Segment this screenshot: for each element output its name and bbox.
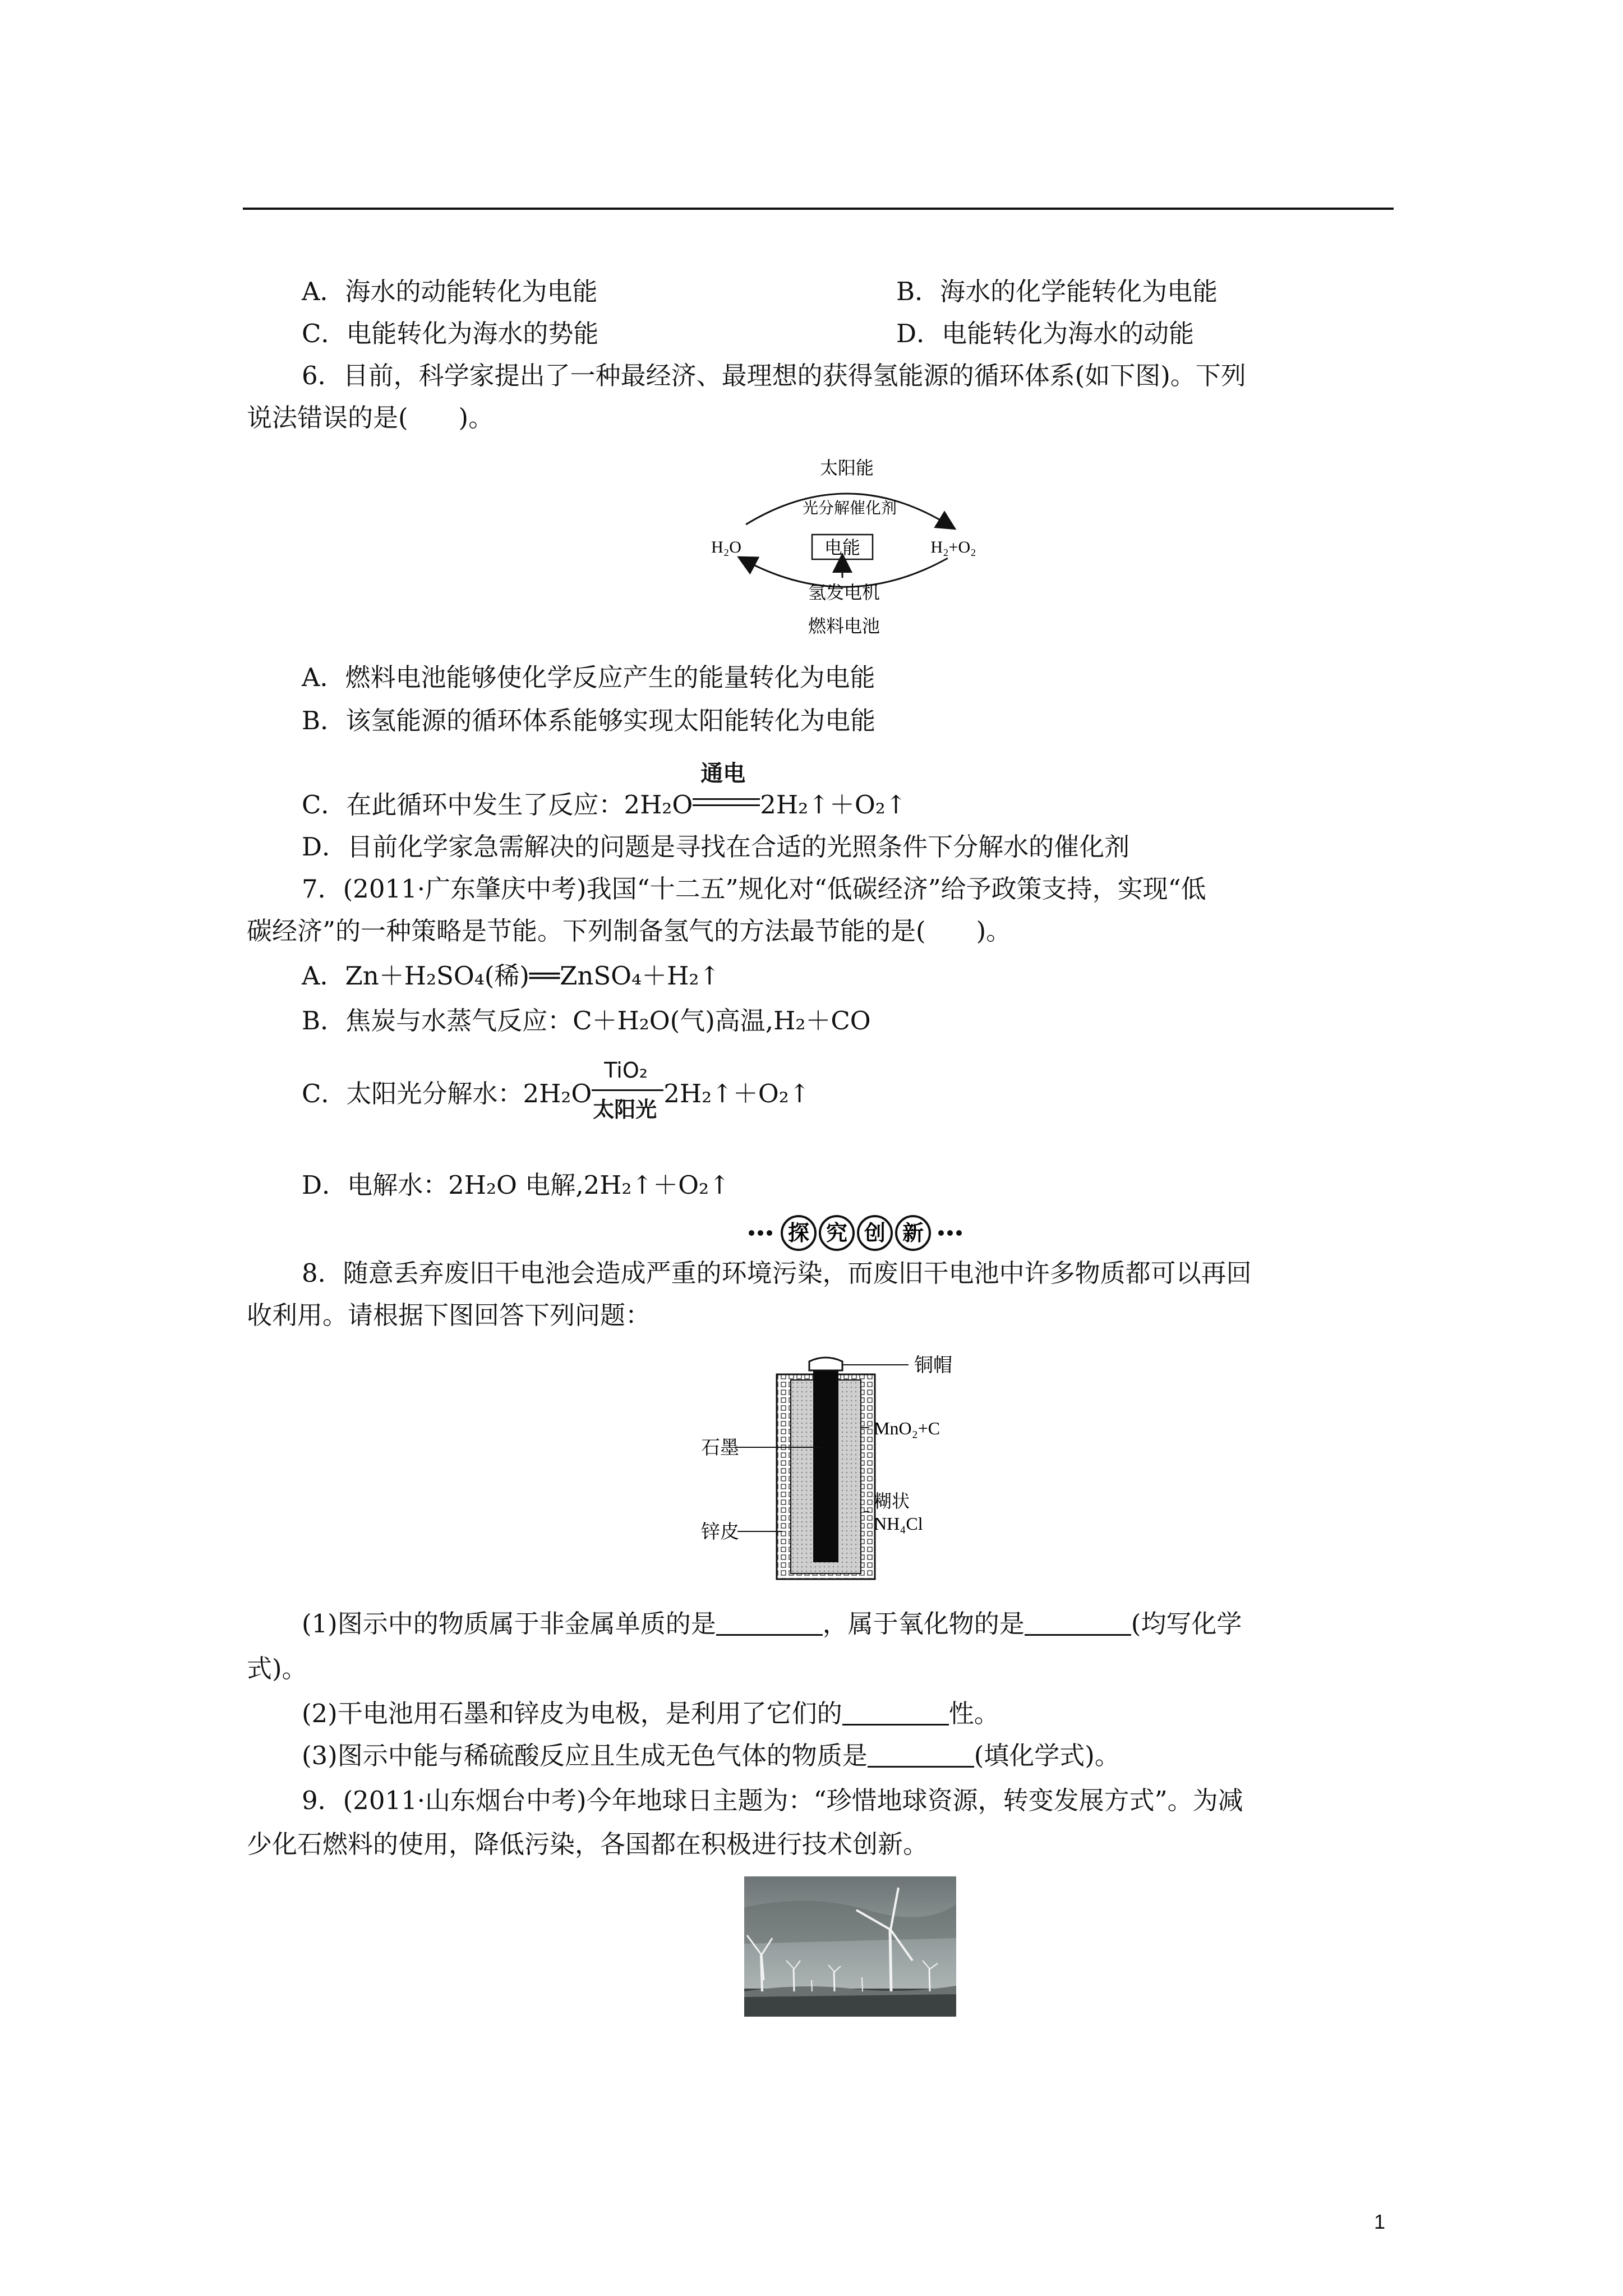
q5-option-d: D．电能转化为海水的动能	[896, 319, 1195, 348]
page-number: 1	[1374, 2210, 1386, 2233]
banner-char-2: 究	[826, 1221, 848, 1245]
banner-char-3: 创	[864, 1221, 886, 1245]
q8-sub2-text-a: (2)干电池用石墨和锌皮为电极，是利用了它们的	[302, 1699, 842, 1728]
q6-stem-line2: 说法错误的是( )。	[247, 403, 494, 432]
banner-char-4: 新	[902, 1221, 924, 1245]
q6-option-b: B．该氢能源的循环体系能够实现太阳能转化为电能	[302, 706, 876, 735]
label-paste-2: NH₄Cl	[874, 1513, 923, 1534]
q5-option-c: C．电能转化为海水的势能	[302, 319, 599, 348]
q8-sub1-text-c: (均写化学	[1131, 1609, 1242, 1639]
q8-sub1-text-b: ，属于氧化物的是	[822, 1609, 1025, 1639]
q7-option-c-left: 2H₂O	[523, 1079, 592, 1108]
q8-stem-line1: 8．随意丢弃废旧干电池会造成严重的环境污染，而废旧干电池中许多物质都可以再回	[302, 1258, 1252, 1288]
q7-stem-line2: 碳经济”的一种策略是节能。下列制备氢气的方法最节能的是( )。	[247, 916, 1012, 946]
q8-sub2-blank[interactable]	[842, 1699, 949, 1726]
q8-sub3-blank[interactable]	[868, 1741, 974, 1768]
diagram-top-arrow-label: 光分解催化剂	[802, 499, 897, 517]
diagram-right-label: H₂+O₂	[930, 538, 976, 556]
q7-option-c-top: TiO₂	[604, 1058, 648, 1083]
label-zinc: 锌皮	[701, 1521, 739, 1543]
q8-sub3-text-b: (填化学式)。	[974, 1741, 1120, 1770]
q8-sub3	[302, 1739, 1120, 1773]
header-rule	[243, 208, 1394, 210]
q7-option-c-condition-sign	[592, 1058, 663, 1122]
q8-sub1-text-a: (1)图示中的物质属于非金属单质的是	[302, 1609, 716, 1639]
hydrogen-cycle-diagram	[707, 452, 998, 645]
q9-stem-line1: 9．(2011·山东烟台中考)今年地球日主题为：“珍惜地球资源，转变发展方式”。为减	[302, 1786, 1243, 1815]
q8-stem-line2: 收利用。请根据下图回答下列问题：	[247, 1300, 651, 1330]
q5-option-b: B．海水的化学能转化为电能	[896, 277, 1218, 306]
wind-turbines-photo	[744, 1876, 956, 2017]
section-banner-explore-innovate	[746, 1213, 965, 1253]
label-paste-1: 糊状	[874, 1490, 910, 1512]
q7-option-c-line	[592, 1089, 663, 1091]
copper-cap	[809, 1358, 842, 1370]
q6-option-c-prefix: C．在此循环中发生了反应：	[302, 790, 624, 820]
q7-option-b: B．焦炭与水蒸气反应：C＋H₂O(气)高温,H₂＋CO	[302, 1006, 871, 1036]
q7-option-c-right: 2H₂↑＋O₂↑	[663, 1079, 810, 1108]
q5-option-a: A．海水的动能转化为电能	[302, 277, 598, 306]
banner-char-1: 探	[787, 1221, 810, 1245]
dry-cell-battery-diagram	[701, 1349, 1015, 1585]
q8-sub2	[302, 1697, 999, 1731]
q7-option-d: D．电解水：2H₂O 电解,2H₂↑＋O₂↑	[302, 1170, 730, 1200]
q9-stem-line2: 少化石燃料的使用，降低污染，各国都在积极进行技术创新。	[247, 1829, 929, 1859]
diagram-bottom-arrow-label: 氢发电机	[808, 582, 880, 603]
diagram-bottom-label: 燃料电池	[808, 615, 880, 637]
label-graphite: 石墨	[701, 1437, 739, 1459]
q8-sub1-blank-1[interactable]	[716, 1609, 823, 1636]
q6-option-a: A．燃料电池能够使化学反应产生的能量转化为电能	[302, 662, 875, 692]
diagram-center-label: 电能	[824, 537, 861, 558]
q8-sub1-blank-2[interactable]	[1025, 1609, 1131, 1636]
q7-option-a: A．Zn＋H₂SO₄(稀)══ZnSO₄＋H₂↑	[302, 961, 721, 991]
q6-option-c-equation-sign	[693, 761, 760, 822]
q7-option-c	[302, 1058, 810, 1122]
diagram-top-label: 太阳能	[819, 457, 874, 478]
q6-option-c-left: 2H₂O	[624, 790, 693, 820]
graphite-rod	[813, 1366, 838, 1562]
q6-option-c-double-line	[693, 798, 760, 806]
q8-sub1-cont: 式)。	[247, 1654, 307, 1683]
diagram-left-label: H₂O	[711, 538, 741, 556]
q7-option-c-bottom: 太阳光	[593, 1097, 657, 1122]
q8-sub3-text-a: (3)图示中能与稀硫酸反应且生成无色气体的物质是	[302, 1741, 868, 1770]
q6-option-c	[302, 761, 907, 822]
label-copper-cap: 铜帽	[914, 1354, 952, 1377]
q8-sub1	[302, 1607, 1242, 1641]
q6-option-d: D．目前化学家急需解决的问题是寻找在合适的光照条件下分解水的催化剂	[302, 832, 1130, 862]
q6-stem-line1: 6．目前，科学家提出了一种最经济、最理想的获得氢能源的循环体系(如下图)。下列	[302, 361, 1246, 390]
q8-sub2-text-b: 性。	[948, 1699, 999, 1728]
q6-option-c-condition: 通电	[700, 761, 746, 786]
q7-option-c-prefix: C．太阳光分解水：	[302, 1079, 523, 1108]
q6-option-c-right: 2H₂↑＋O₂↑	[760, 790, 907, 820]
q7-stem-line1: 7．(2011·广东肇庆中考)我国“十二五”规化对“低碳经济”给予政策支持，实现“低	[302, 874, 1206, 904]
label-mno2-c: MnO₂+C	[874, 1418, 940, 1438]
